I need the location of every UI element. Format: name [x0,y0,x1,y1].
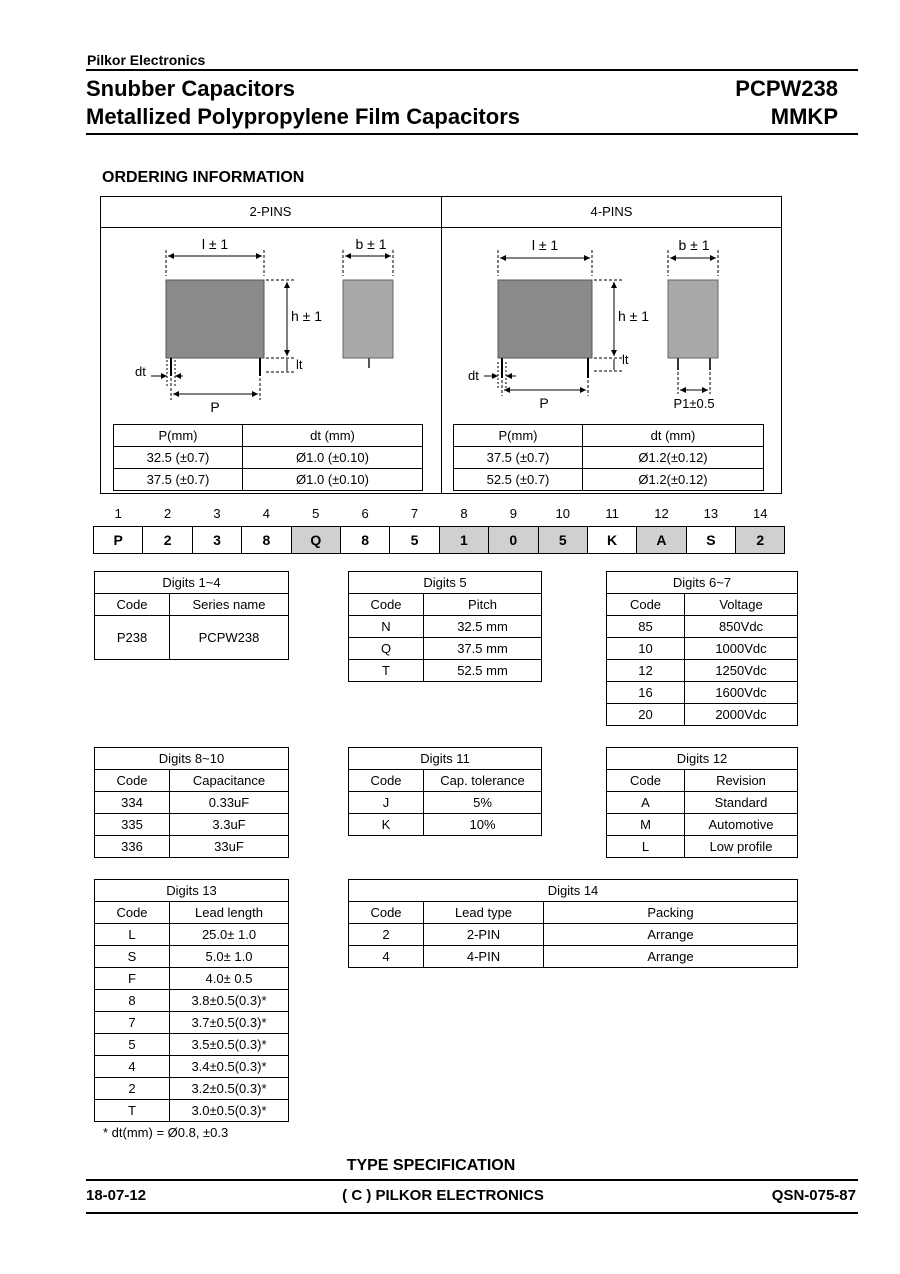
table-row: 7 3.7±0.5(0.3)* [95,1012,289,1034]
code-char: A [636,526,686,554]
table-row: 2 3.2±0.5(0.3)* [95,1078,289,1100]
position-number: 9 [509,506,517,521]
table-row: 20 2000Vdc [607,704,798,726]
table-row: 4 4-PIN Arrange [349,946,798,968]
position-number: 1 [114,506,122,521]
company-name: Pilkor Electronics [87,52,206,68]
dim-b-label: b ± 1 [678,237,710,253]
part-series: PCPW238 [735,76,838,101]
capacitor-front-body [166,280,264,358]
table-title: Digits 14 [349,880,798,902]
dim-dt-label: dt [135,364,146,379]
position-number: 10 [555,506,570,521]
table-row: 4 3.4±0.5(0.3)* [95,1056,289,1078]
table-title: Digits 5 [349,572,542,594]
pins-4-col-p: P(mm) [454,425,583,447]
code-char: 3 [192,526,242,554]
table-row: 85 850Vdc [607,616,798,638]
code-char: 8 [241,526,291,554]
table-row: L 25.0± 1.0 [95,924,289,946]
position-number: 8 [460,506,468,521]
table-title: Digits 1~4 [95,572,289,594]
digits-8-10-table: Digits 8~10 Code Capacitance 334 0.33uF 335 3.3uF 336 33uF [94,747,289,858]
table-row: T 52.5 mm [349,660,542,682]
code-char: Q [291,526,341,554]
table-row: 32.5 (±0.7) Ø1.0 (±0.10) [114,447,423,469]
table-row: K 10% [349,814,542,836]
code-char: P [93,526,143,554]
table-row: F 4.0± 0.5 [95,968,289,990]
section-title: ORDERING INFORMATION [102,169,305,186]
pins-2-col-p: P(mm) [114,425,243,447]
capacitor-front-body [498,280,592,358]
footer-doc-number: QSN-075-87 [771,1187,856,1204]
table-title: Digits 12 [607,748,798,770]
table-row: Q 37.5 mm [349,638,542,660]
digits-13-table: Digits 13 Code Lead length L 25.0± 1.0 S 5.0± 1.0 F 4.0± 0.5 8 3.8±0.5(0.3)* 7 3.7±0.5(0.3)* 5 3.5±0.5(0.3)* 4 3.4±0.5(0.3)* 2 3.2±0.5(0.3)* T 3.0±0.5(0.3)* [94,879,289,1122]
dim-b-label: b ± 1 [355,236,387,252]
pins-2-table [113,424,423,491]
digits-5-table: Digits 5 Code Pitch N 32.5 mm Q 37.5 mm T 52.5 mm [348,571,542,682]
table-row: 335 3.3uF [95,814,289,836]
pins-2-drawing [101,228,440,423]
code-char: S [686,526,736,554]
code-char: 2 [735,526,785,554]
pins-2-header: 2-PINS [249,204,292,219]
dim-lt-label: lt [296,357,303,372]
table-title: Digits 6~7 [607,572,798,594]
table-row: A Standard [607,792,798,814]
code-char: 8 [340,526,390,554]
capacitor-side-body [343,280,393,358]
footer-rule-top [86,1179,858,1181]
dim-h-label: h ± 1 [618,308,650,324]
position-number: 12 [654,506,669,521]
header-rule-bottom [86,133,858,135]
dim-p-label: P [210,399,220,415]
table-row: 336 33uF [95,836,289,858]
dim-p-label: P [539,395,549,411]
digits-12-table: Digits 12 Code Revision A Standard M Automotive L Low profile [606,747,798,858]
pins-4-table [453,424,764,491]
position-number: 4 [262,506,270,521]
position-number: 6 [361,506,369,521]
title-line-2: Metallized Polypropylene Film Capacitors [86,104,520,129]
position-number: 2 [163,506,172,521]
table-row: 16 1600Vdc [607,682,798,704]
code-char: 2 [142,526,192,554]
table-title: Digits 8~10 [95,748,289,770]
lead-note: * dt(mm) = Ø0.8, ±0.3 [103,1125,229,1140]
part-type: MMKP [770,104,838,129]
table-row: J 5% [349,792,542,814]
part-number-positions [94,506,785,521]
table-row: 10 1000Vdc [607,638,798,660]
footer-copyright: ( C ) PILKOR ELECTRONICS [342,1187,544,1204]
pins-4-drawing [442,228,781,423]
digits-1-4-table: Digits 1~4 Code Series name P238 PCPW238 [94,571,289,660]
table-title: Digits 11 [349,748,542,770]
table-title: Digits 13 [95,880,289,902]
header-rule-top [86,69,858,71]
code-char: 1 [439,526,489,554]
table-row: P238 PCPW238 [95,616,289,660]
position-number: 14 [753,506,768,521]
dim-lt-label: lt [622,352,629,367]
dim-p1-label: P1±0.5 [673,396,715,411]
table-row: M Automotive [607,814,798,836]
code-char: 0 [488,526,538,554]
code-char: K [587,526,637,554]
table-row: 334 0.33uF [95,792,289,814]
dim-l-label: l ± 1 [531,237,559,253]
table-row: 8 3.8±0.5(0.3)* [95,990,289,1012]
table-row: T 3.0±0.5(0.3)* [95,1100,289,1122]
digits-6-7-table: Digits 6~7 Code Voltage 85 850Vdc 10 1000Vdc 12 1250Vdc 16 1600Vdc 20 2000Vdc [606,571,798,726]
pins-4-col-dt: dt (mm) [583,425,764,447]
dim-l-label: l ± 1 [201,236,229,252]
table-row: 52.5 (±0.7) Ø1.2(±0.12) [454,469,764,491]
table-row: 12 1250Vdc [607,660,798,682]
position-number: 3 [213,506,221,521]
position-number: 5 [312,506,320,521]
footer-date: 18-07-12 [86,1187,147,1204]
footer-rule-bottom [86,1212,858,1214]
type-specification: TYPE SPECIFICATION [346,1157,516,1174]
position-number: 7 [410,506,419,521]
digits-11-table: Digits 11 Code Cap. tolerance J 5% K 10% [348,747,542,836]
capacitor-side-body [668,280,718,358]
pins-4-header: 4-PINS [590,204,633,219]
table-row: S 5.0± 1.0 [95,946,289,968]
table-row: 37.5 (±0.7) Ø1.0 (±0.10) [114,469,423,491]
code-char: 5 [389,526,439,554]
table-row: 2 2-PIN Arrange [349,924,798,946]
table-row: L Low profile [607,836,798,858]
pins-2-col-dt: dt (mm) [243,425,423,447]
title-line-1: Snubber Capacitors [86,76,296,101]
digits-14-table: Digits 14 Code Lead type Packing 2 2-PIN Arrange 4 4-PIN Arrange [348,879,798,968]
position-number: 13 [703,506,719,521]
table-row: 37.5 (±0.7) Ø1.2(±0.12) [454,447,764,469]
part-number-code [94,526,785,554]
table-row: N 32.5 mm [349,616,542,638]
dim-h-label: h ± 1 [291,308,323,324]
position-number: 11 [605,506,619,521]
dim-dt-label: dt [468,368,479,383]
table-row: 5 3.5±0.5(0.3)* [95,1034,289,1056]
code-char: 5 [538,526,588,554]
